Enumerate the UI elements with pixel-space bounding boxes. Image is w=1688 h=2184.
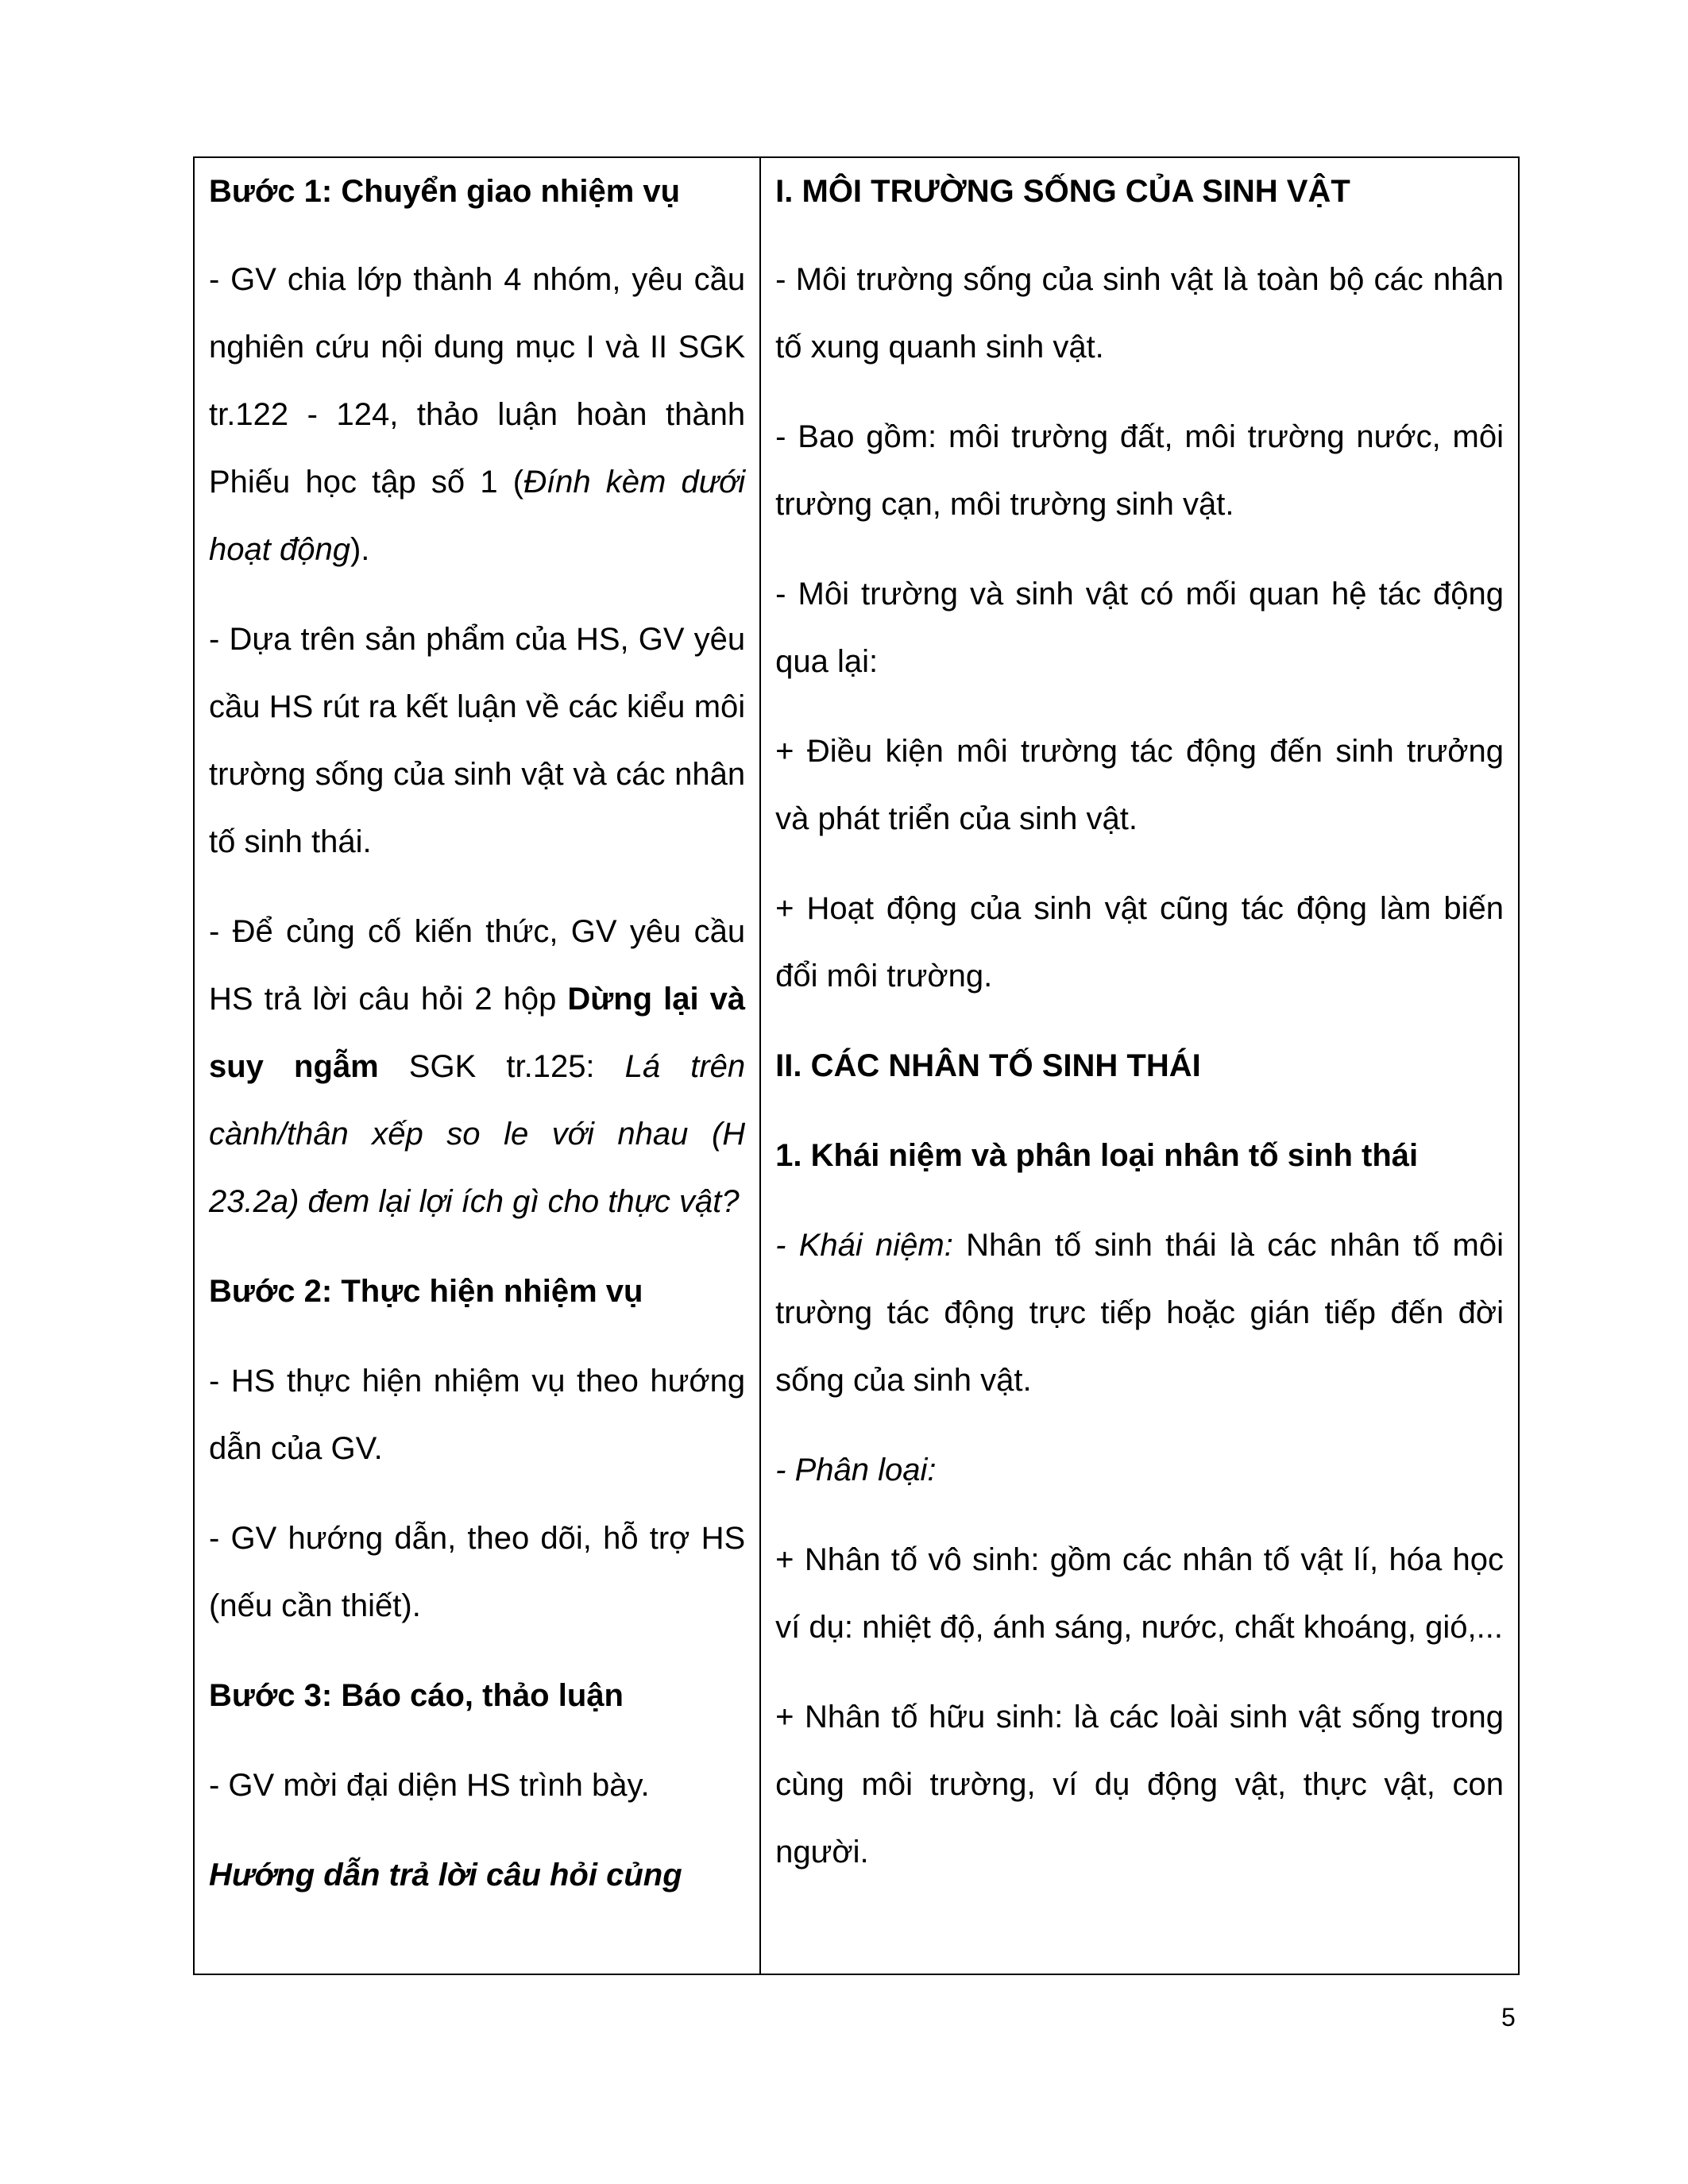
- interaction-paragraph: - Môi trường và sinh vật có mối quan hệ tác động qua lại:: [775, 577, 1504, 679]
- step3-heading: Bước 3: Báo cáo, thảo luận: [209, 1678, 624, 1713]
- subsection1-heading: 1. Khái niệm và phân loại nhân tố sinh thái: [775, 1138, 1419, 1173]
- abiotic-factors-paragraph: + Nhân tố vô sinh: gồm các nhân tố vật lí, hóa học ví dụ: nhiệt độ, ánh sáng, nước, chất khoáng, gió,...: [775, 1542, 1504, 1645]
- activity-steps-column: [195, 158, 761, 1974]
- conclusion-paragraph: - Dựa trên sản phẩm của HS, GV yêu cầu HS rút ra kết luận về các kiểu môi trường sống của sinh vật và các nhân tố sinh thái.: [209, 622, 746, 859]
- students-perform-paragraph: - HS thực hiện nhiệm vụ theo hướng dẫn của GV.: [209, 1364, 746, 1466]
- biotic-factors-paragraph: + Nhân tố hữu sinh: là các loài sinh vật sống trong cùng môi trường, ví dụ động vật, thực vật, con người.: [775, 1700, 1504, 1870]
- reinforcement-paragraph: - Để củng cố kiến thức, GV yêu cầu HS trả lời câu hỏi 2 hộp Dừng lại và suy ngẫm SGK tr.125: Lá trên cành/thân xếp so le với nhau (H 23.2a) đem lại lợi ích gì cho thực vật?: [209, 914, 746, 1219]
- task-assignment-paragraph: - GV chia lớp thành 4 nhóm, yêu cầu nghiên cứu nội dung mục I và II SGK tr.122 - 124, thảo luận hoàn thành Phiếu học tập số 1 (Đính kèm dưới hoạt động).: [209, 262, 746, 567]
- organism-effect-paragraph: + Hoạt động của sinh vật cũng tác động làm biến đổi môi trường.: [775, 891, 1504, 994]
- step1-heading: Bước 1: Chuyển giao nhiệm vụ: [209, 174, 681, 209]
- classification-label: - Phân loại:: [775, 1453, 937, 1488]
- step2-heading: Bước 2: Thực hiện nhiệm vụ: [209, 1274, 643, 1309]
- environment-definition-paragraph: - Môi trường sống của sinh vật là toàn bộ các nhân tố xung quanh sinh vật.: [775, 262, 1504, 365]
- section2-heading: II. CÁC NHÂN TỐ SINH THÁI: [775, 1048, 1201, 1083]
- answer-guide-heading: Hướng dẫn trả lời câu hỏi củng: [209, 1858, 682, 1893]
- knowledge-content-column: [761, 158, 1518, 1974]
- ecological-factor-definition-paragraph: - Khái niệm: Nhân tố sinh thái là các nhân tố môi trường tác động trực tiếp hoặc gián tiếp đến đời sống của sinh vật.: [775, 1228, 1504, 1398]
- teacher-support-paragraph: - GV hướng dẫn, theo dõi, hỗ trợ HS (nếu cần thiết).: [209, 1521, 746, 1623]
- lesson-table: [193, 156, 1520, 1975]
- presentation-paragraph: - GV mời đại diện HS trình bày.: [209, 1768, 650, 1803]
- section1-heading: I. MÔI TRƯỜNG SỐNG CỦA SINH VẬT: [775, 174, 1350, 209]
- environment-types-paragraph: - Bao gồm: môi trường đất, môi trường nước, môi trường cạn, môi trường sinh vật.: [775, 419, 1504, 522]
- page-number: 5: [1501, 2003, 1516, 2032]
- environment-effect-paragraph: + Điều kiện môi trường tác động đến sinh trưởng và phát triển của sinh vật.: [775, 734, 1504, 836]
